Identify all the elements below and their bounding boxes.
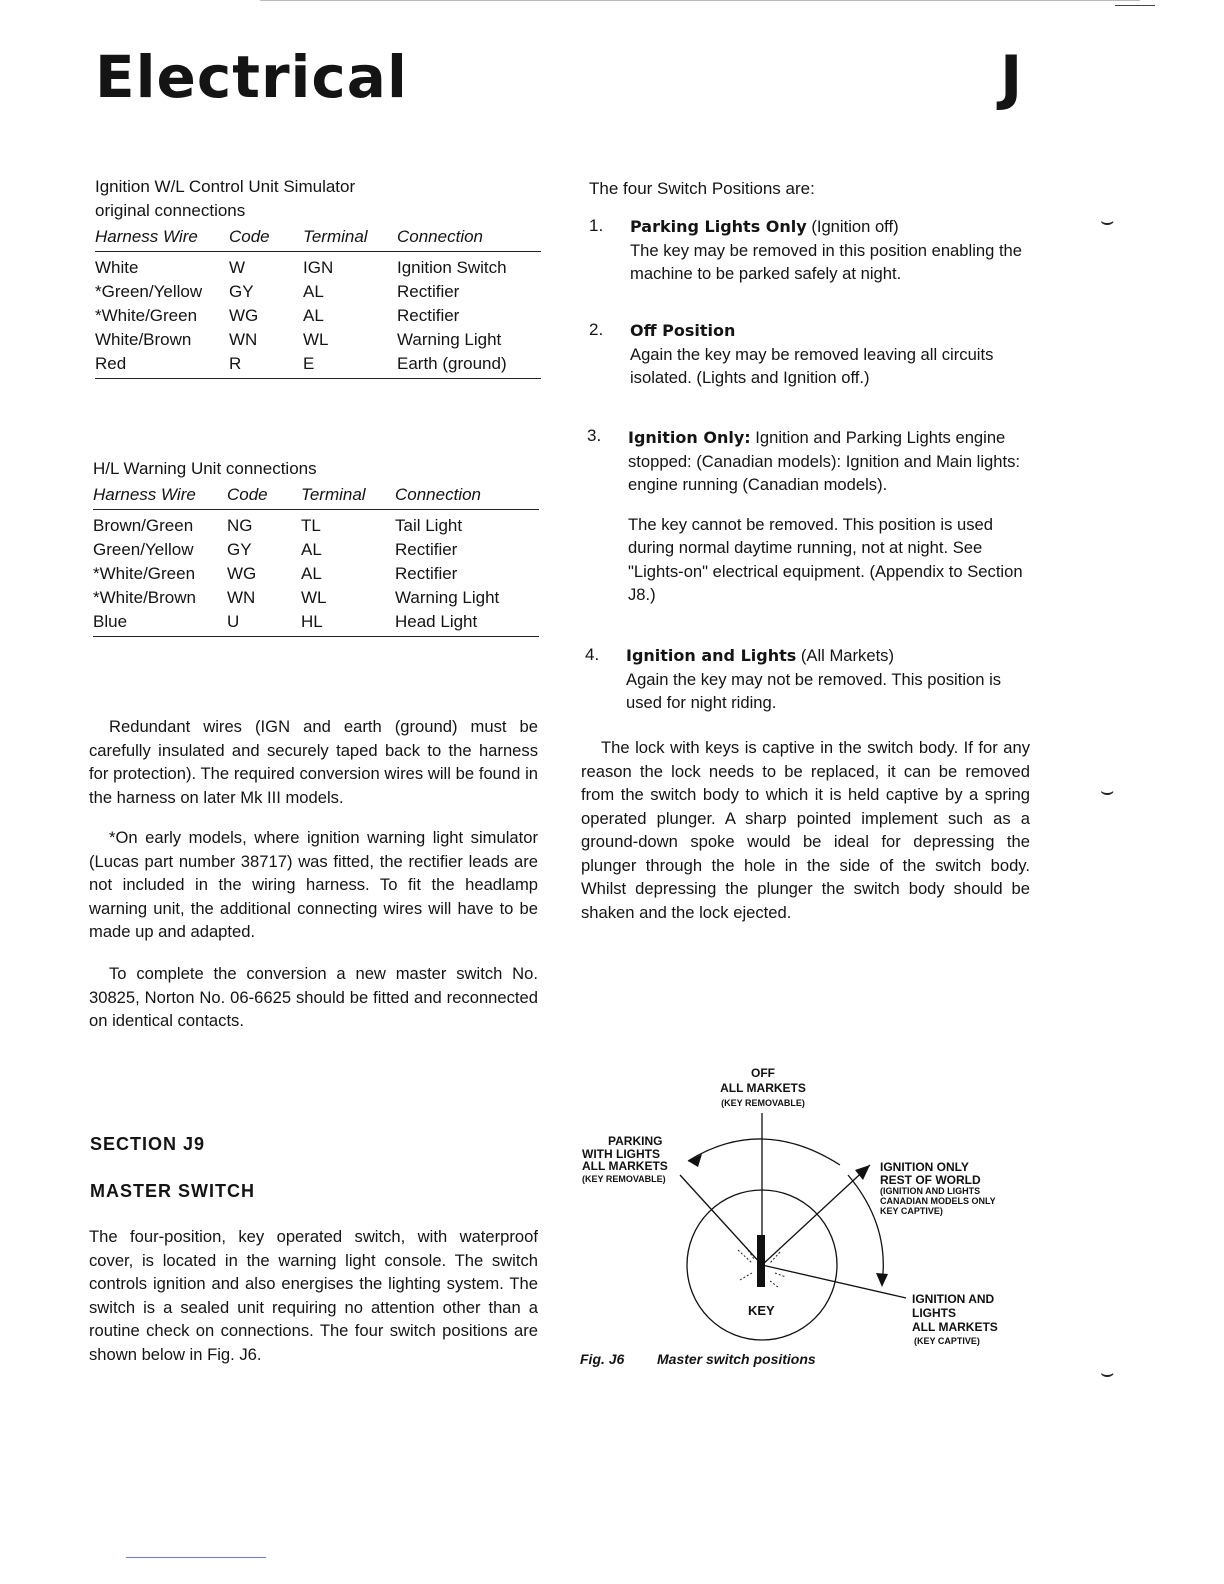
table2-header-connection: Connection bbox=[395, 485, 539, 510]
conversion-paragraph: To complete the conversion a new master switch No. 30825, Norton No. 06-6625 should be fitted and reconnected on identical contacts. bbox=[89, 964, 538, 1030]
position-2 bbox=[630, 319, 1035, 390]
table-cell: AL bbox=[303, 306, 324, 325]
early-models-paragraph: *On early models, where ignition warning light simulator (Lucas part number 38717) was fitted, the rectifier leads are not included in the wiring harness. To fit the headlamp warning unit, the additional connecting wires will have to be made up and adapted. bbox=[89, 828, 538, 941]
table-row bbox=[95, 282, 541, 306]
ignition-only-label bbox=[880, 1161, 996, 1216]
ignition-lights-label-line2: LIGHTS bbox=[912, 1306, 956, 1320]
ignition-lights-label-line4: (KEY CAPTIVE) bbox=[914, 1336, 980, 1346]
table-cell: HL bbox=[301, 612, 323, 631]
position-1-title: Parking Lights Only bbox=[630, 217, 807, 236]
table-cell: WN bbox=[227, 588, 256, 607]
position-4-body: Again the key may not be removed. This position is used for night riding. bbox=[626, 669, 1002, 712]
table-cell: WL bbox=[301, 588, 327, 607]
table1-header-connection: Connection bbox=[397, 227, 541, 252]
table-row bbox=[95, 252, 541, 283]
rotation-arc-right bbox=[848, 1175, 883, 1283]
position-3-title: Ignition Only: bbox=[628, 428, 751, 447]
table2-header-harness-wire: Harness Wire bbox=[93, 485, 227, 510]
table1 bbox=[95, 227, 541, 391]
ignition-only-label-line1: IGNITION ONLY bbox=[880, 1160, 969, 1174]
table-row bbox=[93, 510, 539, 541]
table-cell: Red bbox=[95, 354, 127, 373]
table2-bottom-rule bbox=[93, 637, 539, 650]
ignition-lights-label-line1: IGNITION AND bbox=[912, 1292, 995, 1306]
redundant-wires-paragraph: Redundant wires (IGN and earth (ground) must be carefully insulated and securely taped back to the harness for protection). The required conversion wires will be found in the harness on later Mk III models. bbox=[89, 717, 538, 807]
position-4-number: 4. bbox=[585, 645, 600, 664]
margin-mark: ⌣ bbox=[1100, 1360, 1115, 1385]
table-cell: GY bbox=[229, 282, 254, 301]
key-label: KEY bbox=[748, 1303, 775, 1318]
off-label-line1: OFF bbox=[751, 1066, 775, 1080]
table-row bbox=[95, 354, 541, 379]
position-2-title: Off Position bbox=[630, 321, 736, 340]
table-row bbox=[93, 588, 539, 612]
table-cell: AL bbox=[303, 282, 324, 301]
ignition-lights-label-line3: ALL MARKETS bbox=[912, 1320, 998, 1334]
table2 bbox=[93, 485, 539, 649]
top-rule bbox=[260, 0, 1140, 1]
position-1-body: The key may be removed in this position enabling the machine to be parked safely at night. bbox=[630, 240, 1023, 283]
ignition-only-pointer-line bbox=[762, 1165, 870, 1265]
table1-caption-line2: original connections bbox=[95, 201, 246, 220]
position-2-number: 2. bbox=[589, 320, 604, 339]
table-cell: Warning Light bbox=[397, 330, 502, 349]
table-cell: Rectifier bbox=[397, 306, 460, 325]
ignition-lights-label bbox=[912, 1292, 998, 1348]
table-cell: WG bbox=[229, 306, 259, 325]
table-cell: GY bbox=[227, 540, 252, 559]
off-label-line3: (KEY REMOVABLE) bbox=[721, 1098, 805, 1108]
table-cell: E bbox=[303, 354, 315, 373]
parking-label-line4: (KEY REMOVABLE) bbox=[582, 1173, 666, 1184]
table2-caption: H/L Warning Unit connections bbox=[93, 459, 317, 478]
position-1 bbox=[630, 215, 1035, 286]
table1-block bbox=[95, 175, 541, 391]
table-cell: R bbox=[229, 354, 242, 373]
table1-header-code: Code bbox=[229, 227, 303, 252]
table-cell: WL bbox=[303, 330, 329, 349]
table-row bbox=[93, 564, 539, 588]
table-cell: *White/Brown bbox=[93, 588, 196, 607]
table-cell: Ignition Switch bbox=[397, 258, 507, 277]
table1-bottom-rule bbox=[95, 379, 541, 392]
table-row bbox=[93, 540, 539, 564]
table-cell: Head Light bbox=[395, 612, 478, 631]
rotation-arrowhead-down bbox=[876, 1273, 888, 1287]
lock-paragraph: The lock with keys is captive in the switch body. If for any reason the lock needs to be replaced, it can be removed from the switch body to which it is held captive by a spring operated plunger. A sharp pointed implement such as a ground-down spoke would be ideal for depressing the plunger through the hole in the side of the switch body. Whilst depressing the plunger the switch body should be shaken and the lock ejected. bbox=[581, 738, 1030, 922]
ignition-arrowhead bbox=[855, 1165, 870, 1180]
parking-label-line3: ALL MARKETS bbox=[582, 1159, 668, 1173]
rotation-arrowhead-left bbox=[688, 1154, 702, 1167]
figure-caption-number: Fig. J6 bbox=[580, 1351, 625, 1367]
table2-block bbox=[93, 457, 539, 649]
table-row bbox=[95, 330, 541, 354]
table-cell: WN bbox=[229, 330, 258, 349]
table-cell: Brown/Green bbox=[93, 516, 194, 535]
table1-caption-line1: Ignition W/L Control Unit Simulator bbox=[95, 177, 356, 196]
table-cell: Rectifier bbox=[395, 564, 458, 583]
table2-header-row bbox=[93, 485, 539, 510]
table-cell: Rectifier bbox=[395, 540, 458, 559]
table-cell: U bbox=[227, 612, 240, 631]
off-label-line2: ALL MARKETS bbox=[720, 1081, 806, 1095]
position-3-title-suffix: Ignition and Parking Lights engine stopped: (Canadian models): Ignition and Main lights: engine running (Canadian models). bbox=[628, 428, 1021, 494]
master-switch-heading: MASTER SWITCH bbox=[90, 1181, 255, 1201]
margin-mark: ⌣ bbox=[1100, 778, 1115, 803]
position-4-title: Ignition and Lights bbox=[626, 646, 797, 665]
position-3-number: 3. bbox=[587, 426, 602, 445]
parking-pointer-line bbox=[680, 1175, 762, 1265]
ignition-only-label-line5: KEY CAPTIVE) bbox=[880, 1206, 943, 1216]
ignition-only-label-line4: CANADIAN MODELS ONLY bbox=[880, 1196, 996, 1206]
table-cell: NG bbox=[227, 516, 253, 535]
master-switch-paragraph: The four-position, key operated switch, with waterproof cover, is located in the warning light console. The switch controls ignition and also energises the lighting system. The switch is a sealed unit requiring no attention other than a routine check on connections. The four switch positions are shown below in Fig. J6. bbox=[89, 1227, 538, 1364]
table-cell: Warning Light bbox=[395, 588, 500, 607]
figure-caption-text: Master switch positions bbox=[657, 1351, 816, 1367]
table-cell: Earth (ground) bbox=[397, 354, 507, 373]
position-3 bbox=[628, 426, 1034, 607]
position-2-body: Again the key may be removed leaving all circuits isolated. (Lights and Ignition off.) bbox=[630, 344, 994, 387]
table-cell: Rectifier bbox=[397, 282, 460, 301]
position-4 bbox=[626, 644, 1034, 715]
table1-header-harness-wire: Harness Wire bbox=[95, 227, 229, 252]
rotation-arc-top bbox=[688, 1139, 840, 1165]
table-cell: TL bbox=[301, 516, 321, 535]
table-cell: Green/Yellow bbox=[93, 540, 194, 559]
bottom-rule bbox=[126, 1557, 266, 1558]
position-1-title-suffix: (Ignition off) bbox=[806, 217, 899, 236]
table-cell: *White/Green bbox=[93, 564, 196, 583]
table-cell: Tail Light bbox=[395, 516, 463, 535]
position-3-body: The key cannot be removed. This position is used during normal daytime running, not at night. See "Lights-on" electrical equipment. (Appendix to Section J8.) bbox=[628, 514, 1023, 604]
off-label bbox=[700, 1066, 826, 1111]
table-cell: Blue bbox=[93, 612, 128, 631]
section-letter: J bbox=[1000, 43, 1023, 113]
page-title: Electrical bbox=[95, 43, 408, 111]
top-corner-mark bbox=[1115, 5, 1155, 6]
ignition-only-label-line3: (IGNITION AND LIGHTS bbox=[880, 1186, 981, 1196]
position-1-number: 1. bbox=[589, 216, 604, 235]
table-cell: *White/Green bbox=[95, 306, 198, 325]
table-cell: White bbox=[95, 258, 139, 277]
table2-header-terminal: Terminal bbox=[301, 485, 395, 510]
table2-header-code: Code bbox=[227, 485, 301, 510]
table-cell: W bbox=[229, 258, 246, 277]
table-cell: AL bbox=[301, 564, 322, 583]
ignition-only-label-line2: REST OF WORLD bbox=[880, 1172, 981, 1187]
section-j9-heading: SECTION J9 bbox=[90, 1134, 206, 1154]
parking-label bbox=[582, 1135, 668, 1185]
position-4-title-suffix: (All Markets) bbox=[796, 646, 895, 665]
margin-mark: ⌣ bbox=[1100, 208, 1115, 233]
table-row bbox=[93, 612, 539, 637]
parking-label-line1: PARKING bbox=[608, 1134, 663, 1148]
table-cell: AL bbox=[301, 540, 322, 559]
positions-intro: The four Switch Positions are: bbox=[589, 179, 815, 198]
table-cell: WG bbox=[227, 564, 257, 583]
table-cell: White/Brown bbox=[95, 330, 192, 349]
table-row bbox=[95, 306, 541, 330]
parking-label-line2: WITH LIGHTS bbox=[582, 1146, 660, 1161]
table-cell: IGN bbox=[303, 258, 334, 277]
table1-header-row bbox=[95, 227, 541, 252]
table-cell: *Green/Yellow bbox=[95, 282, 203, 301]
table1-header-terminal: Terminal bbox=[303, 227, 397, 252]
